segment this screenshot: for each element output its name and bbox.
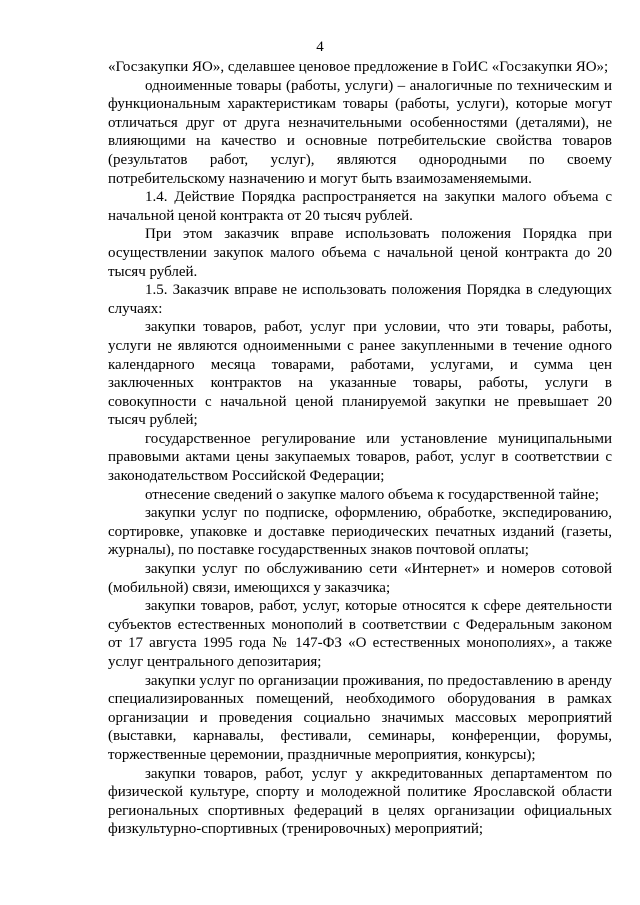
list-item-case: закупки услуг по организации проживания, по предоставлению в аренду специализированных помещений, необходимого оборудования в рамках организации и проведения социально значимых массовых мероприятий (выставки, карнавалы, фестивали, семинары, конференции, форумы, торжественные церемонии, праздничные мероприятия, конкурсы); (108, 672, 612, 763)
paragraph-1-4: 1.4. Действие Порядка распространяется на закупки малого объема с начальной ценой контракта от 20 тысяч рублей. (108, 189, 612, 224)
paragraph-definition-similar-goods: одноименные товары (работы, услуги) – аналогичные по техническим и функциональным характеристикам товары (работы, услуги), которые могут отличаться друг от друга незначительными особенностями (деталями), не влияющими на качество и основные потребительские свойства товаров (результатов работ, услуг), являются однородными по своему потребительскому назначению и могут быть взаимозаменяемыми. (108, 77, 612, 187)
page-number: 4 (316, 39, 324, 55)
list-item-case: закупки услуг по обслуживанию сети «Интернет» и номеров сотовой (мобильной) связи, имеющихся у заказчика; (108, 561, 612, 596)
document-body (108, 58, 612, 839)
list-item-case: закупки товаров, работ, услуг, которые относятся к сфере деятельности субъектов естественных монополий в соответствии с Федеральным законом от 17 августа 1995 года № 147-ФЗ «О естественных монополиях», а также услуг центрального депозитария; (108, 598, 612, 670)
list-item-case: закупки товаров, работ, услуг у аккредитованных департаментом по физической культуре, спорту и молодежной политике Ярославской области региональных спортивных федераций в целях организации официальных физкультурно-спортивных (тренировочных) мероприятий; (108, 765, 612, 838)
paragraph-1-4-note: При этом заказчик вправе использовать положения Порядка при осуществлении закупок малого объема с начальной ценой контракта до 20 тысяч рублей. (108, 226, 612, 280)
list-item-case: государственное регулирование или установление муниципальными правовыми актами цены закупаемых товаров, работ, услуг в соответствии с законодательством Российской Федерации; (108, 430, 612, 485)
paragraph-1-5: 1.5. Заказчик вправе не использовать положения Порядка в следующих случаях: (108, 282, 612, 317)
list-item-case: закупки товаров, работ, услуг при условии, что эти товары, работы, услуги не являются одноименными с ранее закупленными в течение одного календарного месяца товарами, работами, услугами, и сумма цен заключенных контрактов на указанные товары, работы, услуги в совокупности с начальной ценой планируемой закупки не превышает 20 тысяч рублей; (108, 319, 612, 429)
list-item-case: закупки услуг по подписке, оформлению, обработке, экспедированию, сортировке, упаковке и доставке периодических печатных изданий (газеты, журналы), по поставке государственных знаков почтовой оплаты; (108, 505, 612, 559)
list-item-case: отнесение сведений о закупке малого объема к государственной тайне; (145, 486, 599, 503)
paragraph-continuation: «Госзакупки ЯО», сделавшее ценовое предложение в ГоИС «Госзакупки ЯО»; (108, 59, 609, 75)
